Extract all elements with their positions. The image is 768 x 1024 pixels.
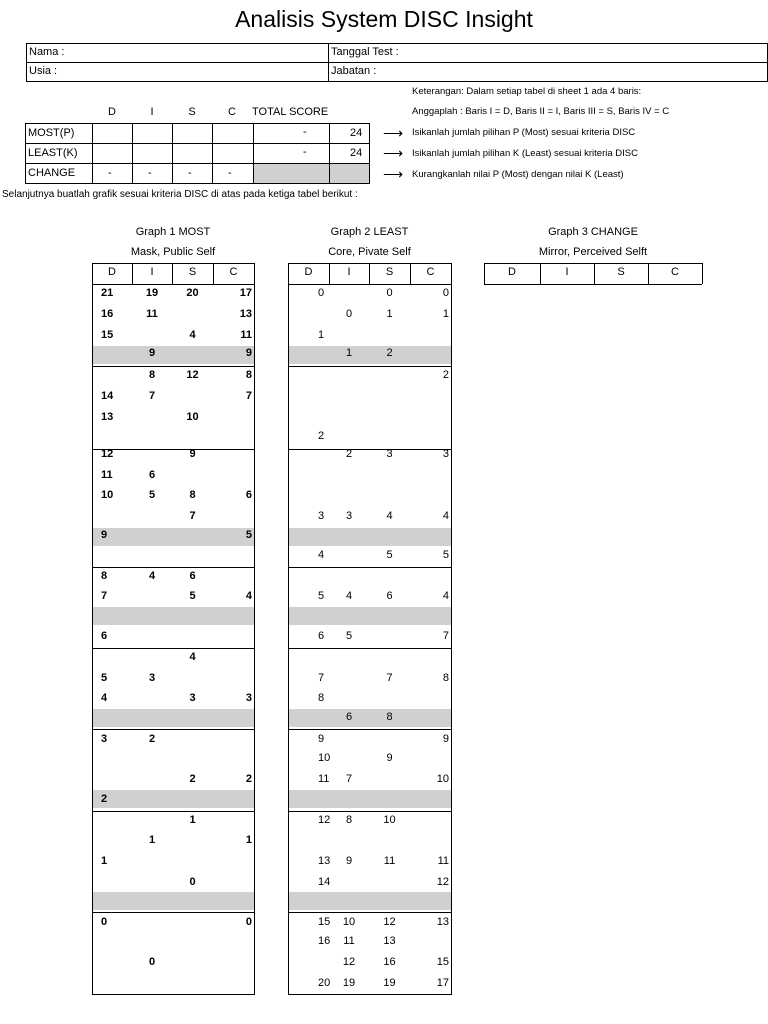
graph2-value: 12 — [342, 956, 356, 968]
graph1-value: 19 — [145, 287, 159, 299]
graph3-col-d: D — [508, 266, 516, 278]
graph1-value: 3 — [148, 672, 156, 684]
graph1-value: 6 — [148, 469, 156, 481]
graph2-border-left — [288, 284, 289, 994]
graph2-value: 6 — [345, 711, 353, 723]
graph1-value: 7 — [189, 510, 196, 522]
graph2-value: 7 — [442, 630, 449, 642]
graph3-col-c: C — [671, 266, 679, 278]
graph2-border-right — [451, 284, 452, 994]
graph2-value: 10 — [436, 773, 449, 785]
change-c-dash: - — [228, 167, 232, 179]
graph2-value: 1 — [386, 308, 393, 320]
note-line-1: Keterangan: Dalam setiap tabel di sheet 1 ada 4 baris: — [412, 86, 642, 97]
graph2-col-i: I — [347, 266, 351, 278]
graph2-value: 13 — [318, 855, 331, 867]
graph1-band-line — [92, 912, 254, 913]
least-dash: - — [303, 146, 307, 158]
graph2-value: 3 — [318, 510, 325, 522]
graph1-value: 1 — [245, 834, 252, 846]
graph2-value: 3 — [345, 510, 353, 522]
graph2-col-s: S — [385, 266, 394, 278]
graph1-title: Graph 1 MOST — [135, 226, 211, 238]
graph1-value: 2 — [101, 793, 108, 805]
graph2-col-d: D — [304, 266, 313, 278]
graph1-value: 14 — [101, 390, 114, 402]
arrow-right-icon: ⟶ — [383, 145, 404, 161]
graph1-value: 8 — [148, 369, 156, 381]
graph2-value: 9 — [345, 855, 353, 867]
graph1-value: 21 — [101, 287, 114, 299]
graph2-shaded-band — [288, 607, 451, 625]
graph1-value: 2 — [148, 733, 156, 745]
note-line-5: Kurangkanlah nilai P (Most) dengan nilai K (Least) — [412, 169, 624, 180]
graph1-value: 13 — [239, 308, 252, 320]
most-row-label: MOST(P) — [28, 127, 75, 139]
note-line-3: Isikanlah jumlah pilihan P (Most) sesuai kriteria DISC — [412, 127, 636, 138]
graph1-value: 3 — [101, 733, 108, 745]
least-row-label: LEAST(K) — [28, 147, 78, 159]
instruction-text: Selanjutnya buatlah grafik sesuai kriteria DISC di atas pada ketiga tabel berikut : — [2, 189, 358, 200]
graph1-subtitle: Mask, Public Self — [130, 246, 216, 258]
graph2-value: 19 — [342, 977, 356, 989]
graph3-title: Graph 3 CHANGE — [548, 226, 638, 238]
graph1-value: 3 — [245, 692, 252, 704]
most-total-value: 24 — [350, 127, 363, 139]
graph2-value: 4 — [318, 549, 325, 561]
graph3-subtitle: Mirror, Perceived Selft — [538, 246, 648, 258]
graph1-value: 7 — [245, 390, 252, 402]
graph2-value: 5 — [386, 549, 393, 561]
graph1-value: 12 — [186, 369, 199, 381]
graph1-value: 1 — [189, 814, 196, 826]
graph2-value: 3 — [386, 448, 393, 460]
graph2-value: 12 — [383, 916, 396, 928]
graph2-col-c: C — [426, 266, 435, 278]
graph3-col-s: S — [617, 266, 625, 278]
score-col-d: D — [108, 106, 116, 118]
graph2-value: 9 — [318, 733, 325, 745]
graph2-value: 11 — [318, 773, 330, 785]
graph1-border-left — [92, 284, 93, 994]
graph2-value: 13 — [436, 916, 449, 928]
graph2-value: 0 — [442, 287, 449, 299]
graph1-col-c: C — [229, 266, 238, 278]
graph2-shaded-band — [288, 528, 451, 546]
graph3-col-i: I — [565, 266, 569, 278]
graph1-value: 6 — [101, 630, 108, 642]
graph2-value: 9 — [386, 752, 393, 764]
graph2-value: 8 — [386, 711, 393, 723]
graph2-value: 10 — [318, 752, 331, 764]
graph1-value: 10 — [186, 411, 199, 423]
change-s-dash: - — [188, 167, 192, 179]
graph2-value: 2 — [318, 430, 325, 442]
graph2-value: 7 — [386, 672, 393, 684]
graph1-value: 4 — [148, 570, 156, 582]
graph1-value: 3 — [189, 692, 196, 704]
least-total-value: 24 — [350, 147, 363, 159]
change-total-shaded — [253, 164, 369, 183]
graph1-value: 11 — [240, 329, 252, 341]
graph2-value: 1 — [345, 347, 353, 359]
graph2-value: 8 — [345, 814, 353, 826]
graph2-value: 4 — [442, 510, 449, 522]
graph1-band-line — [92, 366, 254, 367]
graph2-value: 11 — [383, 855, 396, 867]
graph1-band-line — [92, 648, 254, 649]
graph2-subtitle: Core, Pivate Self — [328, 246, 411, 258]
graph1-value: 4 — [245, 590, 252, 602]
graph1-value: 5 — [245, 529, 252, 541]
graph2-band-line — [288, 811, 451, 812]
graph2-value: 9 — [442, 733, 449, 745]
graph2-value: 0 — [345, 308, 353, 320]
graph2-value: 8 — [442, 672, 449, 684]
graph1-value: 20 — [186, 287, 199, 299]
graph1-shaded-band — [92, 709, 254, 727]
score-col-s: S — [188, 106, 196, 118]
change-d-dash: - — [108, 167, 112, 179]
graph1-value: 5 — [101, 672, 108, 684]
graph1-shaded-band — [92, 607, 254, 625]
graph1-value: 0 — [189, 876, 196, 888]
graph2-value: 11 — [343, 935, 355, 947]
graph1-value: 12 — [101, 448, 114, 460]
test-date-field-label: Tanggal Test : — [331, 46, 399, 58]
graph2-value: 13 — [383, 935, 396, 947]
graph1-col-i: I — [150, 266, 154, 278]
graph2-value: 7 — [318, 672, 325, 684]
score-col-c: C — [228, 106, 236, 118]
graph1-value: 17 — [239, 287, 252, 299]
graph2-value: 15 — [436, 956, 449, 968]
graph2-band-line — [288, 912, 451, 913]
graph1-value: 8 — [245, 369, 252, 381]
graph2-band-line — [288, 648, 451, 649]
graph2-value: 4 — [442, 590, 449, 602]
graph1-value: 7 — [101, 590, 108, 602]
graph1-value: 4 — [189, 651, 196, 663]
graph1-value: 5 — [148, 489, 156, 501]
graph2-band-line — [288, 729, 451, 730]
graph2-value: 6 — [386, 590, 393, 602]
graph1-value: 15 — [101, 329, 114, 341]
graph1-value: 8 — [189, 489, 196, 501]
graph2-value: 14 — [318, 876, 331, 888]
graph2-shaded-band — [288, 790, 451, 808]
change-row-label: CHANGE — [28, 167, 76, 179]
page-title: Analisis System DISC Insight — [235, 6, 533, 32]
graph2-value: 2 — [442, 369, 449, 381]
graph2-value: 19 — [383, 977, 396, 989]
graph2-value: 11 — [437, 855, 449, 867]
graph2-value: 10 — [383, 814, 396, 826]
graph2-value: 0 — [318, 287, 325, 299]
graph1-value: 8 — [101, 570, 108, 582]
graph1-band-line — [92, 811, 254, 812]
graph1-value: 9 — [101, 529, 108, 541]
graph1-value: 0 — [245, 916, 252, 928]
graph1-value: 0 — [101, 916, 108, 928]
graph2-shaded-band — [288, 892, 451, 910]
graph1-shaded-band — [92, 790, 254, 808]
graph1-value: 10 — [101, 489, 114, 501]
graph1-value: 4 — [101, 692, 108, 704]
graph1-shaded-band — [92, 892, 254, 910]
graph2-value: 4 — [386, 510, 393, 522]
graph2-value: 17 — [436, 977, 449, 989]
arrow-right-icon: ⟶ — [383, 166, 404, 182]
graph1-value: 9 — [148, 347, 156, 359]
graph1-value: 1 — [148, 834, 156, 846]
graph1-value: 2 — [245, 773, 252, 785]
graph1-border-right — [254, 284, 255, 994]
graph2-value: 16 — [318, 935, 331, 947]
graph1-value: 16 — [101, 308, 114, 320]
graph2-value: 5 — [318, 590, 325, 602]
graph2-value: 1 — [318, 329, 325, 341]
score-col-total: TOTAL SCORE — [252, 106, 329, 118]
graph2-title: Graph 2 LEAST — [330, 226, 409, 238]
graph1-value: 9 — [245, 347, 252, 359]
note-line-4: Isikanlah jumlah pilihan K (Least) sesuai kriteria DISC — [412, 148, 638, 159]
graph2-value: 16 — [383, 956, 396, 968]
graph1-value: 4 — [189, 329, 196, 341]
graph2-value: 20 — [318, 977, 331, 989]
graph1-value: 5 — [189, 590, 196, 602]
graph2-value: 6 — [318, 630, 325, 642]
graph1-col-d: D — [108, 266, 116, 278]
graph2-band-line — [288, 567, 451, 568]
graph1-value: 7 — [148, 390, 156, 402]
graph2-value: 1 — [442, 308, 449, 320]
age-field-label: Usia : — [29, 65, 58, 77]
name-field-label: Nama : — [29, 46, 65, 58]
most-dash: - — [303, 126, 307, 138]
graph1-value: 0 — [148, 956, 156, 968]
graph1-value: 1 — [101, 855, 108, 867]
graph2-value: 12 — [318, 814, 331, 826]
note-line-2: Anggaplah : Baris I = D, Baris II = I, Baris III = S, Baris IV = C — [412, 106, 670, 117]
graph2-band-line — [288, 366, 451, 367]
graph1-value: 9 — [189, 448, 196, 460]
graph1-border-bottom — [92, 994, 255, 995]
graph1-value: 13 — [101, 411, 114, 423]
graph2-value: 12 — [436, 876, 449, 888]
graph1-value: 11 — [101, 469, 113, 481]
graph2-value: 4 — [345, 590, 353, 602]
graph2-value: 5 — [345, 630, 353, 642]
arrow-right-icon: ⟶ — [383, 125, 404, 141]
graph2-value: 8 — [318, 692, 325, 704]
graph2-value: 7 — [345, 773, 353, 785]
score-col-i: I — [150, 106, 154, 118]
graph2-value: 15 — [318, 916, 331, 928]
graph1-value: 11 — [146, 308, 158, 320]
graph2-value: 2 — [386, 347, 393, 359]
position-field-label: Jabatan : — [331, 65, 377, 77]
graph2-border-bottom — [288, 994, 452, 995]
graph2-value: 2 — [345, 448, 353, 460]
graph1-value: 2 — [189, 773, 196, 785]
graph1-band-line — [92, 729, 254, 730]
graph1-value: 6 — [245, 489, 252, 501]
graph2-value: 5 — [442, 549, 449, 561]
graph1-col-s: S — [188, 266, 197, 278]
graph2-value: 3 — [442, 448, 449, 460]
graph1-value: 6 — [189, 570, 196, 582]
graph1-band-line — [92, 567, 254, 568]
change-i-dash: - — [148, 167, 152, 179]
graph2-value: 10 — [342, 916, 356, 928]
graph2-value: 0 — [386, 287, 393, 299]
